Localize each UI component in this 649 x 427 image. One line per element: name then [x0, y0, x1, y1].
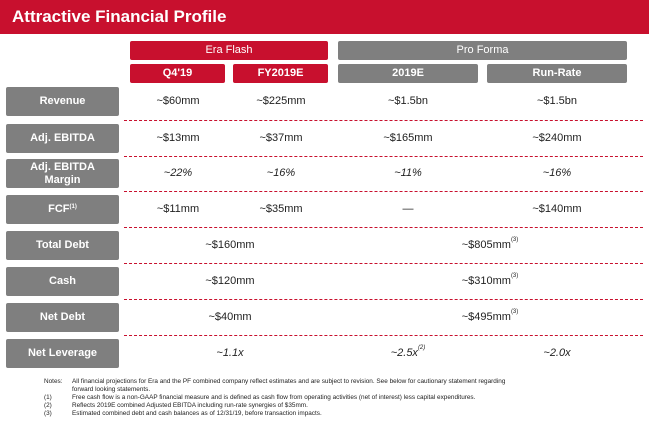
row-label-net-debt: [6, 303, 119, 332]
row-label-total-debt: [6, 231, 119, 260]
row-divider: [124, 263, 643, 264]
total-debt-pro-forma-value: ~$805mm: [461, 239, 511, 251]
fcf-2019e: —: [402, 203, 414, 215]
total-debt-pro-forma: [440, 239, 540, 251]
row-label-cash: [6, 267, 119, 296]
row-label-margin-line2: Margin: [44, 173, 81, 186]
cash-era: ~$120mm: [205, 275, 255, 287]
leverage-footnote-marker: (2): [417, 345, 426, 351]
row-label-revenue-text: Revenue: [39, 95, 86, 107]
note-text-3: Estimated combined debt and cash balances as of 12/31/19, before transaction impacts.: [72, 410, 322, 417]
margin-2019e: ~11%: [394, 167, 422, 179]
cash-pro-forma: [440, 275, 540, 287]
header-run-rate: Run-Rate: [487, 64, 627, 83]
row-label-margin-line1: Adj. EBITDA: [30, 160, 95, 173]
row-divider: [124, 299, 643, 300]
ebitda-fy2019e: ~$37mm: [259, 132, 303, 144]
row-label-fcf: [6, 195, 119, 224]
net-debt-era: ~$40mm: [208, 311, 252, 323]
row-label-adj-ebitda: [6, 124, 119, 153]
margin-fy2019e: ~16%: [266, 167, 296, 179]
row-label-adj-ebitda-margin: [6, 159, 119, 188]
row-divider: [124, 156, 643, 157]
header-fy2019e: FY2019E: [233, 64, 328, 83]
revenue-2019e: ~$1.5bn: [387, 95, 429, 107]
net-debt-footnote-marker: (3): [510, 309, 519, 315]
row-label-adj-ebitda-text: Adj. EBITDA: [30, 132, 95, 144]
note-key-2: (2): [44, 402, 52, 409]
row-label-net-debt-text: Net Debt: [39, 311, 86, 323]
total-debt-era: ~$160mm: [205, 239, 255, 251]
net-debt-pro-forma-value: ~$495mm: [461, 311, 511, 323]
margin-q4: ~22%: [163, 167, 193, 179]
header-era-flash: Era Flash: [130, 41, 328, 60]
fcf-footnote-marker: (1): [69, 204, 77, 210]
row-divider: [124, 227, 643, 228]
ebitda-run-rate: ~$240mm: [532, 132, 582, 144]
row-divider: [124, 120, 643, 121]
row-label-cash-text: Cash: [49, 275, 76, 287]
row-label-fcf-text: FCF: [48, 203, 70, 215]
net-leverage-era: ~1.1x: [216, 347, 244, 359]
ebitda-q4: ~$13mm: [156, 132, 200, 144]
row-label-net-leverage-text: Net Leverage: [27, 347, 98, 359]
net-leverage-run-rate: ~2.0x: [543, 347, 571, 359]
margin-run-rate: ~16%: [542, 167, 572, 179]
page-title: Attractive Financial Profile: [12, 7, 227, 26]
revenue-q4: ~$60mm: [156, 95, 200, 107]
net-leverage-2019e-value: ~2.5x: [390, 347, 418, 359]
fcf-run-rate: ~$140mm: [532, 203, 582, 215]
revenue-run-rate: ~$1.5bn: [536, 95, 578, 107]
header-pro-forma: Pro Forma: [338, 41, 627, 60]
note-text-general-cont: forward looking statements.: [72, 386, 151, 393]
debt-footnote-marker: (3): [510, 237, 519, 243]
net-leverage-2019e: [368, 347, 448, 359]
cash-footnote-marker: (3): [510, 273, 519, 279]
title-bar: [0, 0, 649, 34]
note-text-1: Free cash flow is a non-GAAP financial measure and is defined as cash flow from operating activities (net of interest) less capital expenditures.: [72, 394, 476, 401]
row-label-total-debt-text: Total Debt: [36, 239, 89, 251]
note-text-general: All financial projections for Era and the PF combined company reflect estimates and are subject to revision. See below for cautionary statement regarding: [72, 378, 506, 385]
note-key-notes: Notes:: [44, 378, 63, 385]
note-key-1: (1): [44, 394, 52, 401]
header-2019e: 2019E: [338, 64, 478, 83]
header-q4-19: Q4'19: [130, 64, 225, 83]
fcf-fy2019e: ~$35mm: [259, 203, 303, 215]
revenue-fy2019e: ~$225mm: [256, 95, 306, 107]
row-divider: [124, 191, 643, 192]
fcf-q4: ~$11mm: [156, 203, 200, 215]
cash-pro-forma-value: ~$310mm: [461, 275, 511, 287]
ebitda-2019e: ~$165mm: [383, 132, 433, 144]
note-text-2: Reflects 2019E combined Adjusted EBITDA including run-rate synergies of $35mm.: [72, 402, 308, 409]
net-debt-pro-forma: [440, 311, 540, 323]
note-key-3: (3): [44, 410, 52, 417]
row-divider: [124, 335, 643, 336]
row-label-revenue: [6, 87, 119, 116]
row-label-net-leverage: [6, 339, 119, 368]
